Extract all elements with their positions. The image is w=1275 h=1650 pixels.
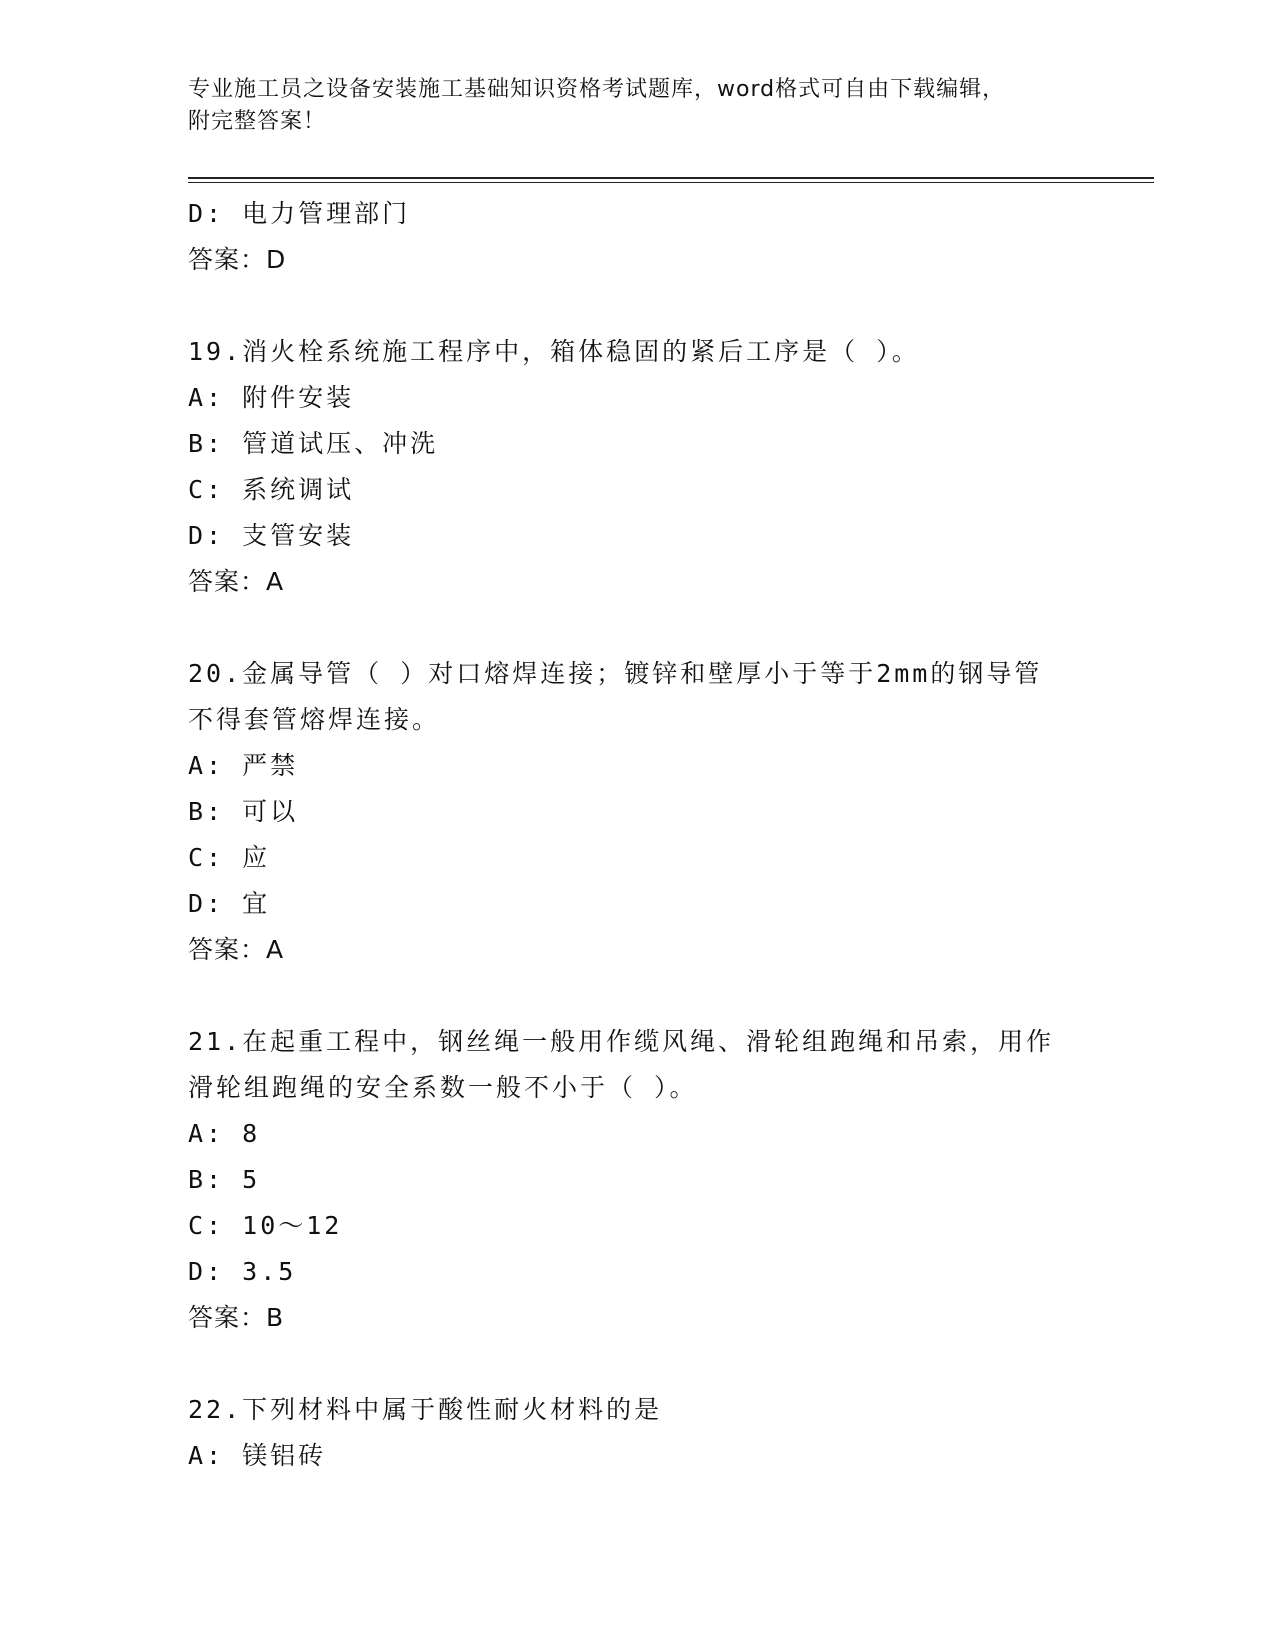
question-21	[188, 1019, 1118, 1341]
document-body	[188, 191, 1118, 1479]
option-b: B: 管道试压、冲洗	[188, 429, 439, 458]
option-a: A: 镁铝砖	[188, 1441, 327, 1470]
document-header	[188, 74, 1088, 138]
question-stem-line-1: 20.金属导管（ ）对口熔焊连接；镀锌和壁厚小于等于2mm的钢导管	[188, 659, 1043, 688]
option-c: C: 应	[188, 843, 271, 872]
question-stem-line-2: 不得套管熔焊连接。	[188, 705, 441, 734]
question-19	[188, 329, 1118, 605]
option-a: A: 严禁	[188, 751, 299, 780]
prev-answer: 答案：D	[188, 245, 287, 274]
header-divider-thick	[188, 177, 1154, 179]
option-b: B: 5	[188, 1165, 261, 1194]
answer: 答案：A	[188, 935, 285, 964]
question-stem: 22.下列材料中属于酸性耐火材料的是	[188, 1395, 663, 1424]
question-22	[188, 1387, 1118, 1479]
option-a: A: 8	[188, 1119, 261, 1148]
question-stem: 19.消火栓系统施工程序中，箱体稳固的紧后工序是（ ）。	[188, 337, 920, 366]
option-d: D: 宜	[188, 889, 271, 918]
option-d: D: 3.5	[188, 1257, 297, 1286]
option-d: D: 支管安装	[188, 521, 355, 550]
answer: 答案：B	[188, 1303, 285, 1332]
answer: 答案：A	[188, 567, 285, 596]
prev-option-d: D: 电力管理部门	[188, 199, 411, 228]
question-20	[188, 651, 1118, 973]
question-stem-line-1: 21.在起重工程中，钢丝绳一般用作缆风绳、滑轮组跑绳和吊索，用作	[188, 1027, 1055, 1056]
question-stem-line-2: 滑轮组跑绳的安全系数一般不小于（ ）。	[188, 1073, 698, 1102]
header-line-1: 专业施工员之设备安装施工基础知识资格考试题库，word格式可自由下载编辑，	[188, 77, 1006, 102]
option-b: B: 可以	[188, 797, 299, 826]
option-a: A: 附件安装	[188, 383, 355, 412]
option-c: C: 系统调试	[188, 475, 355, 504]
header-line-2: 附完整答案！	[188, 109, 327, 134]
header-divider-thin	[188, 182, 1154, 183]
option-c: C: 10～12	[188, 1211, 343, 1240]
